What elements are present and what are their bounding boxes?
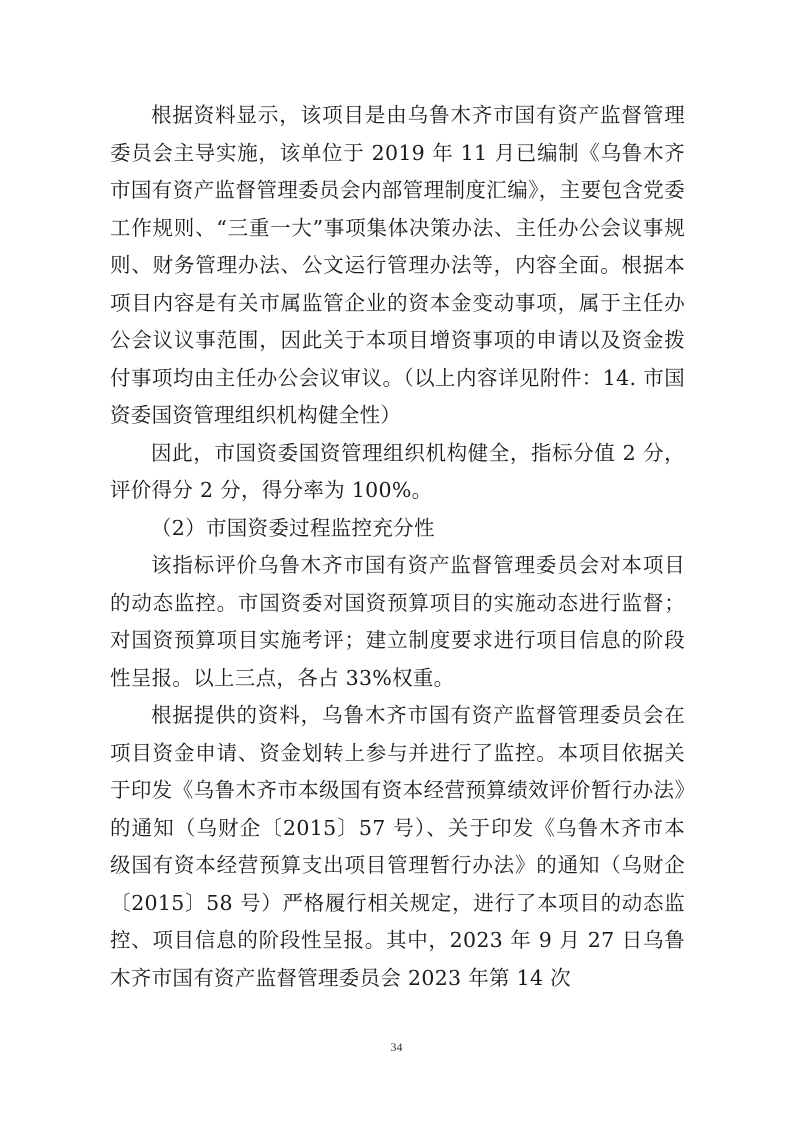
section-heading: （2）市国资委过程监控充分性: [151, 515, 435, 540]
page-number: 34: [390, 1040, 403, 1054]
paragraph-indicator-description: 该指标评价乌鲁木齐市国有资产监督管理委员会对本项目的动态监控。市国资委对国资预算项目的实施动态进行监督；对国资预算项目实施考评；建立制度要求进行项目信息的阶段性呈报。以上三点，各占 33%权重。: [110, 553, 685, 690]
body-text: [110, 97, 685, 997]
paragraph-monitoring-evidence: 根据提供的资料，乌鲁木齐市国有资产监督管理委员会在项目资金申请、资金划转上参与并进行了监控。本项目依据关于印发《乌鲁木齐市本级国有资本经营预算绩效评价暂行办法》的通知（乌财企〔2015〕57 号）、关于印发《乌鲁木齐市本级国有资本经营预算支出项目管理暂行办法》的通知（乌财企〔2015〕58 号）严格履行相关规定，进行了本项目的动态监控、项目信息的阶段性呈报。其中，2023 年 9 月 27 日乌鲁木齐市国有资产监督管理委员会 2023 年第 14 次: [110, 703, 685, 990]
paragraph-management-system: 根据资料显示，该项目是由乌鲁木齐市国有资产监督管理委员会主导实施，该单位于 2019 年 11 月已编制《乌鲁木齐市国有资产监督管理委员会内部管理制度汇编》，主要包含党委工作规则、“三重一大”事项集体决策办法、主任办公会议事规则、财务管理办法、公文运行管理办法等，内容全面。根据本项目内容是有关市属监管企业的资本金变动事项，属于主任办公会议议事范围，因此关于本项目增资事项的申请以及资金拨付事项均由主任办公会议审议。（以上内容详见附件：14. 市国资委国资管理组织机构健全性）: [110, 103, 685, 427]
paragraph-score-summary: 因此，市国资委国资管理组织机构健全，指标分值 2 分，评价得分 2 分，得分率为 100%。: [110, 440, 685, 502]
